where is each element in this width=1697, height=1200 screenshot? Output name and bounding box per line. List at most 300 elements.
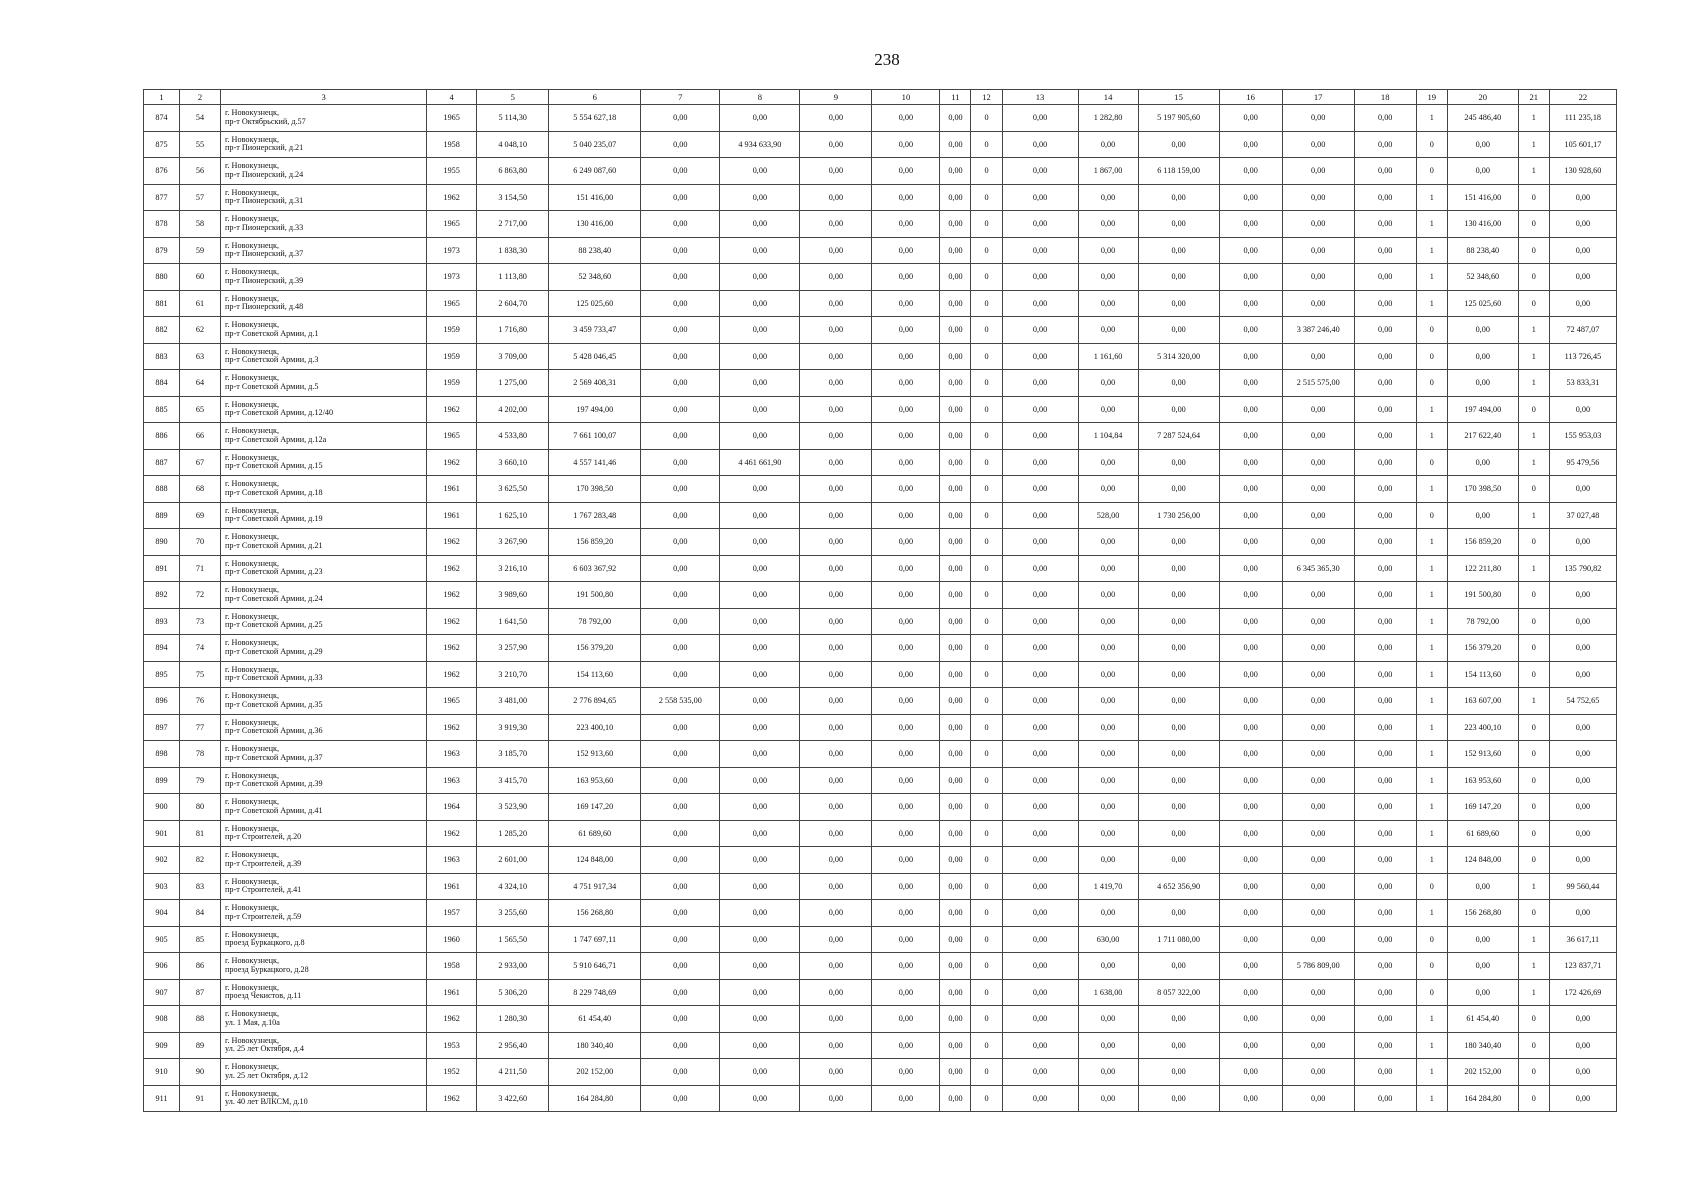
table-cell: 0,00 [1549,476,1616,503]
table-cell: 0,00 [1219,873,1282,900]
column-number-header: 4 [427,90,477,105]
table-cell: 0,00 [1549,1085,1616,1112]
table-cell: 0,00 [1549,184,1616,211]
table-cell: 84 [180,900,221,927]
column-number-header: 15 [1138,90,1219,105]
table-cell: 0,00 [641,237,720,264]
table-cell: 0,00 [1078,370,1138,397]
column-number-header: 22 [1549,90,1616,105]
table-cell: 0,00 [641,953,720,980]
table-cell: 0,00 [1138,476,1219,503]
table-cell: 1 [1416,635,1447,662]
table-cell: 1 [1416,661,1447,688]
table-cell: 1 767 283,48 [549,502,641,529]
table-cell: 0,00 [1138,900,1219,927]
table-cell: 0,00 [1138,317,1219,344]
table-cell: 0,00 [800,131,872,158]
table-cell: 64 [180,370,221,397]
table-cell: 0,00 [720,555,800,582]
table-cell: 0,00 [800,1085,872,1112]
table-cell: 0,00 [800,1059,872,1086]
table-cell: 0,00 [720,979,800,1006]
address-cell: г. Новокузнецк, пр-т Советской Армии, д.25 [221,608,427,635]
table-cell: 0 [1518,741,1549,768]
table-cell: 3 387 246,40 [1282,317,1354,344]
table-cell: 54 752,65 [1549,688,1616,715]
table-cell: 0 [971,1059,1002,1086]
table-cell: 125 025,60 [1447,290,1518,317]
table-cell: 0,00 [641,423,720,450]
table-cell: 3 919,30 [477,714,549,741]
table-cell: 1 [1416,184,1447,211]
table-cell: 0,00 [1219,555,1282,582]
address-cell: г. Новокузнецк, пр-т Советской Армии, д.1 [221,317,427,344]
table-cell: 89 [180,1032,221,1059]
table-cell: 7 661 100,07 [549,423,641,450]
table-cell: 0,00 [872,688,940,715]
table-cell: 0,00 [940,635,971,662]
table-cell: 5 910 646,71 [549,953,641,980]
table-cell: 0,00 [1354,1085,1416,1112]
table-cell: 0,00 [1282,423,1354,450]
table-cell: 0,00 [800,794,872,821]
table-cell: 0,00 [641,608,720,635]
table-cell: 0,00 [800,396,872,423]
table-cell: 0,00 [1447,158,1518,185]
table-cell: 151 416,00 [1447,184,1518,211]
table-cell: 60 [180,264,221,291]
table-cell: 245 486,40 [1447,105,1518,132]
table-row [144,396,1617,423]
table-cell: 1 [1518,317,1549,344]
table-cell: 0,00 [641,794,720,821]
table-cell: 0,00 [940,688,971,715]
table-cell: 0,00 [1002,1085,1078,1112]
table-cell: 0,00 [1002,131,1078,158]
table-cell: 1 [1518,131,1549,158]
table-row [144,688,1617,715]
address-cell: г. Новокузнецк, пр-т Пионерский, д.33 [221,211,427,238]
table-row [144,714,1617,741]
table-row [144,953,1617,980]
table-cell: 0,00 [872,873,940,900]
address-cell: г. Новокузнецк, проезд Чекистов, д.11 [221,979,427,1006]
address-cell: г. Новокузнецк, пр-т Советской Армии, д.21 [221,529,427,556]
table-cell: 1 638,00 [1078,979,1138,1006]
table-cell: 0,00 [720,529,800,556]
table-cell: 0,00 [872,1085,940,1112]
table-cell: 155 953,03 [1549,423,1616,450]
table-cell: 0,00 [720,900,800,927]
table-cell: 1 [1416,1085,1447,1112]
table-cell: 0 [1518,211,1549,238]
table-cell: 0,00 [1138,555,1219,582]
table-cell: 0 [971,1032,1002,1059]
table-cell: 1962 [427,555,477,582]
table-cell: 0,00 [1219,794,1282,821]
table-cell: 0,00 [1447,926,1518,953]
table-cell: 0,00 [1354,953,1416,980]
table-cell: 0,00 [1002,979,1078,1006]
table-cell: 0,00 [1447,317,1518,344]
table-cell: 53 833,31 [1549,370,1616,397]
table-cell: 0,00 [1078,608,1138,635]
table-cell: 901 [144,820,180,847]
table-cell: 0,00 [940,847,971,874]
address-cell: г. Новокузнецк, пр-т Пионерский, д.21 [221,131,427,158]
table-cell: 6 118 159,00 [1138,158,1219,185]
table-cell: 0,00 [641,370,720,397]
table-cell: 1 [1416,900,1447,927]
table-cell: 1 [1416,688,1447,715]
column-number-header: 1 [144,90,180,105]
address-cell: г. Новокузнецк, пр-т Пионерский, д.48 [221,290,427,317]
table-cell: 3 709,00 [477,343,549,370]
table-cell: 124 848,00 [549,847,641,874]
table-cell: 0,00 [1219,131,1282,158]
table-cell: 0,00 [940,396,971,423]
table-cell: 1 [1518,926,1549,953]
table-cell: 1955 [427,158,477,185]
table-cell: 0,00 [872,158,940,185]
table-row [144,582,1617,609]
table-cell: 0,00 [1354,555,1416,582]
table-cell: 0,00 [940,131,971,158]
table-cell: 0,00 [1282,1085,1354,1112]
table-cell: 71 [180,555,221,582]
table-cell: 1 625,10 [477,502,549,529]
table-cell: 0,00 [1549,211,1616,238]
table-cell: 0,00 [1282,926,1354,953]
table-cell: 2 601,00 [477,847,549,874]
table-cell: 0,00 [1219,979,1282,1006]
table-cell: 0 [1416,158,1447,185]
table-cell: 0,00 [1549,396,1616,423]
table-cell: 1 [1518,370,1549,397]
table-cell: 0,00 [1219,105,1282,132]
table-cell: 0,00 [1354,396,1416,423]
table-row [144,343,1617,370]
table-cell: 3 415,70 [477,767,549,794]
table-cell: 0 [1416,979,1447,1006]
table-cell: 0,00 [720,476,800,503]
table-cell: 0,00 [1078,1032,1138,1059]
table-cell: 0,00 [641,184,720,211]
table-cell: 0,00 [1354,582,1416,609]
table-cell: 4 202,00 [477,396,549,423]
table-cell: 61 454,40 [1447,1006,1518,1033]
column-number-header: 2 [180,90,221,105]
table-cell: 72 487,07 [1549,317,1616,344]
table-cell: 0,00 [872,264,940,291]
table-cell: 0 [971,343,1002,370]
table-cell: 0,00 [872,794,940,821]
table-cell: 3 267,90 [477,529,549,556]
table-cell: 0,00 [1549,767,1616,794]
table-cell: 1 285,20 [477,820,549,847]
table-cell: 0,00 [1002,529,1078,556]
table-cell: 180 340,40 [549,1032,641,1059]
table-cell: 5 786 809,00 [1282,953,1354,980]
table-cell: 0,00 [800,555,872,582]
table-cell: 0,00 [800,820,872,847]
table-cell: 0,00 [641,476,720,503]
table-cell: 0,00 [641,741,720,768]
table-cell: 0,00 [1219,237,1282,264]
table-cell: 0,00 [940,476,971,503]
table-cell: 0,00 [1282,105,1354,132]
table-cell: 170 398,50 [1447,476,1518,503]
table-row [144,1059,1617,1086]
table-cell: 0,00 [872,661,940,688]
table-cell: 0,00 [1002,714,1078,741]
table-cell: 0,00 [1078,131,1138,158]
table-cell: 0,00 [940,529,971,556]
table-cell: 0 [1416,953,1447,980]
table-cell: 1 [1416,396,1447,423]
table-cell: 0,00 [641,1085,720,1112]
address-cell: г. Новокузнецк, пр-т Пионерский, д.24 [221,158,427,185]
address-cell: г. Новокузнецк, пр-т Советской Армии, д.3 [221,343,427,370]
table-cell: 1 [1416,264,1447,291]
table-cell: 0,00 [1002,847,1078,874]
table-cell: 0,00 [1138,847,1219,874]
table-cell: 0,00 [1219,688,1282,715]
table-cell: 4 324,10 [477,873,549,900]
table-cell: 882 [144,317,180,344]
table-cell: 0,00 [1138,449,1219,476]
table-cell: 0,00 [872,900,940,927]
table-cell: 881 [144,290,180,317]
table-cell: 0,00 [1219,953,1282,980]
table-cell: 0,00 [1078,184,1138,211]
table-cell: 0,00 [1549,1059,1616,1086]
table-cell: 0,00 [940,794,971,821]
table-cell: 0,00 [1002,1006,1078,1033]
table-cell: 0,00 [800,370,872,397]
table-cell: 0,00 [1282,343,1354,370]
table-cell: 0 [971,211,1002,238]
table-row [144,529,1617,556]
table-cell: 0,00 [800,582,872,609]
table-cell: 1 419,70 [1078,873,1138,900]
table-cell: 0,00 [940,979,971,1006]
table-cell: 0 [971,370,1002,397]
table-cell: 0,00 [1354,820,1416,847]
table-row [144,290,1617,317]
table-cell: 0 [971,900,1002,927]
column-number-header: 10 [872,90,940,105]
address-cell: г. Новокузнецк, пр-т Советской Армии, д.41 [221,794,427,821]
table-cell: 0,00 [1549,900,1616,927]
table-row [144,502,1617,529]
table-cell: 0,00 [1354,264,1416,291]
table-cell: 0,00 [720,105,800,132]
table-cell: 0,00 [1282,873,1354,900]
table-cell: 36 617,11 [1549,926,1616,953]
table-row [144,1006,1617,1033]
table-cell: 0,00 [940,953,971,980]
table-cell: 0,00 [800,741,872,768]
table-cell: 0,00 [940,1032,971,1059]
table-cell: 0,00 [1219,184,1282,211]
page-number: 238 [874,50,900,69]
table-cell: 0,00 [1354,688,1416,715]
table-cell: 0 [971,979,1002,1006]
table-cell: 1 [1416,714,1447,741]
table-cell: 874 [144,105,180,132]
table-cell: 151 416,00 [549,184,641,211]
table-cell: 88 238,40 [549,237,641,264]
table-cell: 1 282,80 [1078,105,1138,132]
table-cell: 0,00 [1078,264,1138,291]
table-cell: 0,00 [1219,661,1282,688]
table-cell: 87 [180,979,221,1006]
table-cell: 0,00 [872,476,940,503]
table-cell: 0,00 [1002,105,1078,132]
table-cell: 0,00 [1078,555,1138,582]
table-cell: 0,00 [641,211,720,238]
address-cell: г. Новокузнецк, пр-т Советской Армии, д.15 [221,449,427,476]
table-cell: 4 557 141,46 [549,449,641,476]
table-cell: 67 [180,449,221,476]
table-cell: 82 [180,847,221,874]
table-cell: 78 792,00 [1447,608,1518,635]
table-cell: 0,00 [1138,237,1219,264]
table-cell: 0,00 [1282,396,1354,423]
table-cell: 0,00 [641,847,720,874]
table-cell: 0,00 [940,184,971,211]
table-row [144,211,1617,238]
table-cell: 0,00 [1078,449,1138,476]
table-cell: 73 [180,608,221,635]
table-cell: 1962 [427,820,477,847]
column-number-header: 3 [221,90,427,105]
table-cell: 0,00 [720,423,800,450]
table-cell: 0,00 [720,741,800,768]
table-cell: 0,00 [1138,953,1219,980]
table-cell: 0 [1518,529,1549,556]
table-cell: 0,00 [1219,926,1282,953]
table-cell: 0,00 [940,767,971,794]
table-cell: 1 [1518,158,1549,185]
table-cell: 0 [971,767,1002,794]
table-cell: 0,00 [1354,290,1416,317]
table-cell: 0,00 [1078,635,1138,662]
table-cell: 0,00 [1219,767,1282,794]
table-cell: 1958 [427,953,477,980]
table-cell: 907 [144,979,180,1006]
table-cell: 0,00 [800,184,872,211]
table-cell: 0 [971,714,1002,741]
table-cell: 892 [144,582,180,609]
table-cell: 0,00 [1138,184,1219,211]
table-cell: 0,00 [1138,1059,1219,1086]
table-cell: 0,00 [720,370,800,397]
table-cell: 0,00 [800,900,872,927]
table-row [144,900,1617,927]
table-cell: 0,00 [940,317,971,344]
table-cell: 0 [1416,370,1447,397]
table-cell: 0,00 [1219,1006,1282,1033]
table-cell: 0,00 [940,1059,971,1086]
column-number-header: 5 [477,90,549,105]
table-cell: 0,00 [940,264,971,291]
table-cell: 1965 [427,211,477,238]
table-cell: 1962 [427,396,477,423]
table-cell: 0,00 [720,847,800,874]
table-cell: 0,00 [1354,105,1416,132]
table-cell: 0,00 [1002,794,1078,821]
table-row [144,237,1617,264]
table-cell: 0,00 [1354,979,1416,1006]
table-cell: 2 933,00 [477,953,549,980]
table-cell: 0,00 [1282,608,1354,635]
table-cell: 0,00 [1138,820,1219,847]
table-cell: 223 400,10 [1447,714,1518,741]
table-cell: 1952 [427,1059,477,1086]
table-cell: 63 [180,343,221,370]
table-cell: 0,00 [641,555,720,582]
table-cell: 0,00 [800,688,872,715]
table-cell: 6 345 365,30 [1282,555,1354,582]
table-cell: 86 [180,953,221,980]
table-cell: 0,00 [1138,290,1219,317]
table-cell: 0,00 [1354,1006,1416,1033]
table-cell: 0,00 [1078,794,1138,821]
table-cell: 156 859,20 [1447,529,1518,556]
table-cell: 0,00 [641,1059,720,1086]
table-cell: 1 [1518,343,1549,370]
table-cell: 902 [144,847,180,874]
table-cell: 0,00 [940,714,971,741]
table-cell: 1 [1518,873,1549,900]
table-cell: 0,00 [1219,635,1282,662]
address-cell: г. Новокузнецк, пр-т Советской Армии, д.36 [221,714,427,741]
table-cell: 0,00 [872,502,940,529]
table-cell: 0,00 [1078,847,1138,874]
table-row [144,741,1617,768]
table-cell: 61 [180,290,221,317]
address-cell: г. Новокузнецк, пр-т Советской Армии, д.37 [221,741,427,768]
table-cell: 0,00 [940,741,971,768]
table-cell: 0,00 [1219,529,1282,556]
table-cell: 0,00 [1549,714,1616,741]
table-cell: 0,00 [872,529,940,556]
table-cell: 0,00 [720,767,800,794]
table-cell: 0,00 [1002,158,1078,185]
table-cell: 77 [180,714,221,741]
table-cell: 55 [180,131,221,158]
table-cell: 0,00 [1078,661,1138,688]
table-cell: 0 [1518,1059,1549,1086]
table-cell: 0,00 [1138,608,1219,635]
table-cell: 6 603 367,92 [549,555,641,582]
table-cell: 0,00 [1002,502,1078,529]
table-cell: 0,00 [720,184,800,211]
table-cell: 0,00 [720,714,800,741]
table-cell: 1 [1416,423,1447,450]
table-cell: 1 280,30 [477,1006,549,1033]
table-cell: 163 953,60 [549,767,641,794]
table-cell: 6 863,80 [477,158,549,185]
table-cell: 0,00 [872,290,940,317]
column-number-header: 7 [641,90,720,105]
table-cell: 0,00 [1138,741,1219,768]
table-cell: 0,00 [641,900,720,927]
table-cell: 1959 [427,317,477,344]
table-cell: 1 [1416,1059,1447,1086]
